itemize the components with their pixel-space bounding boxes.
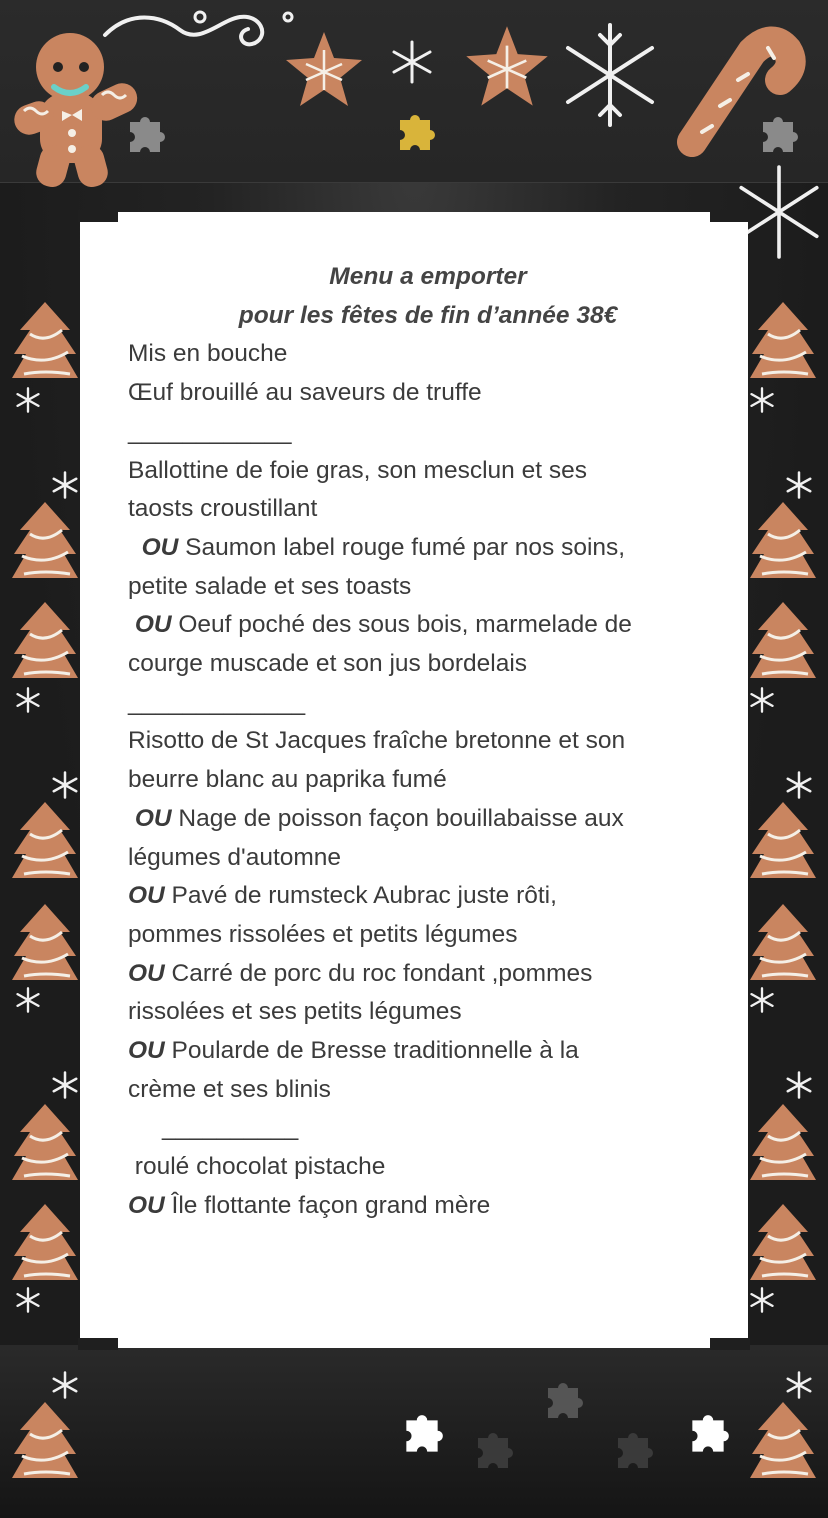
tree-cookie-icon [10, 500, 80, 580]
menu-option-line [128, 800, 728, 839]
tree-cookie-icon [748, 800, 818, 880]
menu-line-text: Île flottante façon grand mère [164, 1191, 491, 1219]
paper-corner [78, 210, 118, 222]
menu-line: beurre blanc au paprika fumé [128, 766, 447, 794]
menu-line-text: Saumon label rouge fumé par nos soins, [178, 533, 626, 561]
chalk-swirl-icon [100, 5, 300, 65]
snowflake-icon [388, 38, 436, 86]
tree-cookie-icon [10, 600, 80, 680]
paper-corner [710, 210, 750, 222]
ou-label: OU [128, 1191, 165, 1219]
paper-corner [710, 1338, 750, 1350]
tree-cookie-icon [748, 300, 818, 380]
menu-option-line [128, 529, 728, 568]
tree-cookie-icon [748, 600, 818, 680]
menu-option-line [128, 1187, 728, 1226]
ou-label: OU [128, 959, 165, 987]
menu-line-text: Pavé de rumsteck Aubrac juste rôti, [164, 882, 557, 910]
tree-cookie-icon [10, 800, 80, 880]
menu-line-text: Poularde de Bresse traditionnelle à la [164, 1037, 579, 1065]
menu-line: _____________ [128, 688, 306, 716]
snowflake-icon [784, 770, 814, 800]
menu-line-text: Oeuf poché des sous bois, marmelade de [171, 611, 632, 639]
ou-label: OU [128, 882, 165, 910]
menu-line-text: Carré de porc du roc fondant ,pommes [164, 959, 593, 987]
menu-line: Mis en bouche [128, 340, 288, 368]
tree-cookie-icon [10, 300, 80, 380]
snowflake-icon [14, 686, 42, 714]
tree-cookie-icon [748, 1102, 818, 1182]
menu-line-text: Nage de poisson façon bouillabaisse aux [171, 804, 624, 832]
menu-text [128, 258, 728, 1226]
tree-cookie-icon [748, 1202, 818, 1282]
menu-option-line [128, 877, 728, 916]
snowflake-icon [748, 386, 776, 414]
menu-line: Ballottine de foie gras, son mesclun et ses [128, 456, 587, 484]
menu-line: Œuf brouillé au saveurs de truffe [128, 379, 482, 407]
menu-title: Menu a emporter [329, 263, 527, 290]
snowflake-icon [50, 470, 80, 500]
menu-line: rissolées et ses petits légumes [128, 998, 462, 1026]
snowflake-icon [748, 686, 776, 714]
menu-line: Risotto de St Jacques fraîche bretonne et son [128, 727, 626, 755]
right-decor-column [742, 190, 828, 1490]
ou-label: OU [128, 1037, 165, 1065]
ou-label: OU [134, 611, 172, 639]
tree-cookie-icon [748, 500, 818, 580]
left-decor-column [0, 190, 90, 1490]
tree-cookie-icon [10, 1400, 80, 1480]
paper-corner [78, 1338, 118, 1350]
menu-line: __________ [128, 1114, 299, 1142]
menu-line: légumes d'automne [128, 843, 342, 871]
tree-cookie-icon [748, 902, 818, 982]
snowflake-icon [14, 386, 42, 414]
menu-line: ____________ [128, 417, 292, 445]
tree-cookie-icon [748, 1400, 818, 1480]
menu-option-line [128, 955, 728, 994]
tree-cookie-icon [10, 902, 80, 982]
tree-cookie-icon [10, 1202, 80, 1282]
tree-cookie-icon [10, 1102, 80, 1182]
menu-line: taosts croustillant [128, 495, 318, 523]
puzzle-piece-icon [122, 114, 168, 160]
menu-line: courge muscade et son jus bordelais [128, 650, 528, 678]
menu-line: pommes rissolées et petits légumes [128, 920, 518, 948]
menu-line: crème et ses blinis [128, 1075, 331, 1103]
snowflake-icon [50, 770, 80, 800]
snowflake-icon [14, 1286, 42, 1314]
snowflake-icon [784, 1070, 814, 1100]
ou-label: OU [141, 533, 179, 561]
puzzle-piece-icon [755, 114, 801, 160]
snowflake-icon [50, 1070, 80, 1100]
star-cookie-icon [462, 22, 552, 112]
puzzle-piece-icon [610, 1430, 656, 1476]
snowflake-icon [14, 986, 42, 1014]
menu-line: petite salade et ses toasts [128, 572, 412, 600]
puzzle-piece-icon [684, 1408, 732, 1464]
star-cookie-icon [282, 28, 366, 112]
menu-lines [128, 335, 728, 1225]
puzzle-piece-icon [470, 1430, 516, 1476]
snowflake-icon [560, 20, 660, 130]
snowflake-icon [748, 986, 776, 1014]
menu-option-line [128, 1032, 728, 1071]
menu-option-line [128, 606, 728, 645]
puzzle-piece-icon [392, 112, 438, 158]
snowflake-icon [748, 1286, 776, 1314]
ou-label: OU [134, 804, 172, 832]
menu-subtitle-price: pour les fêtes de fin d’année 38€ [238, 301, 618, 329]
snowflake-icon [50, 1370, 80, 1400]
snowflake-icon [784, 470, 814, 500]
snowflake-icon [784, 1370, 814, 1400]
menu-line: roulé chocolat pistache [128, 1153, 386, 1181]
puzzle-piece-icon [398, 1408, 446, 1464]
puzzle-piece-icon [540, 1380, 586, 1426]
